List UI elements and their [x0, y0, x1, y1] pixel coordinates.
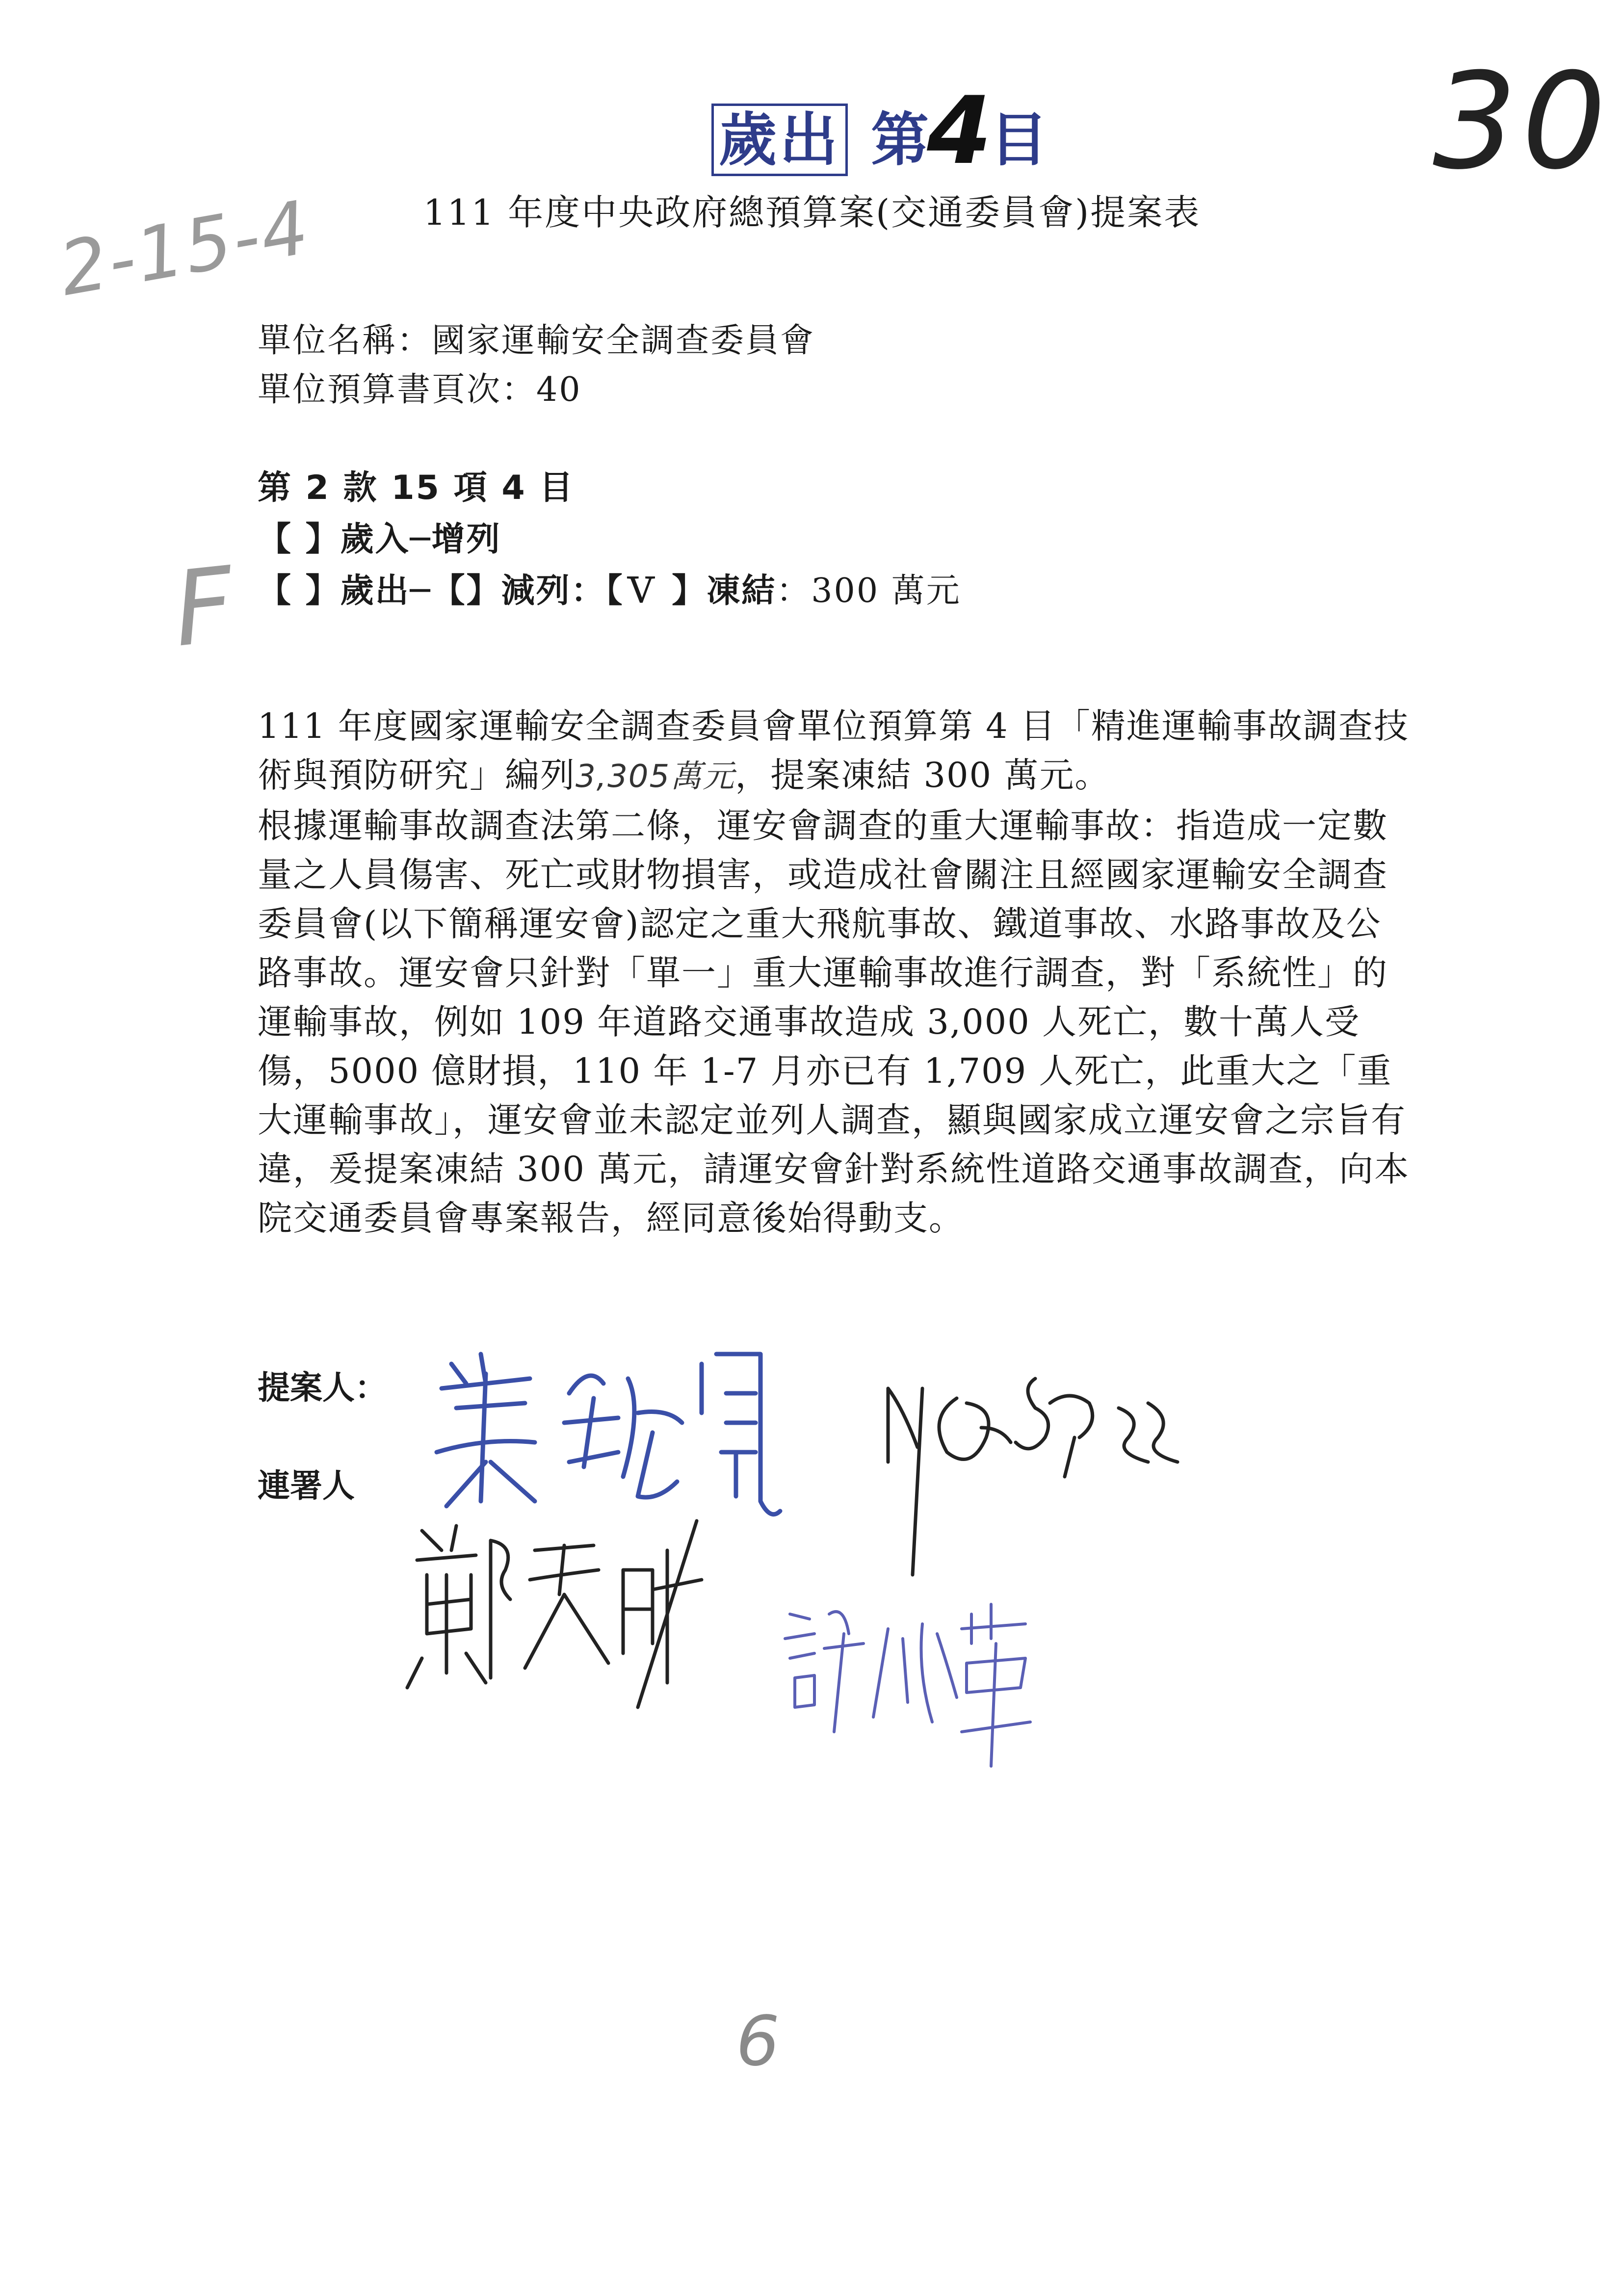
signature-2-drawing: [873, 1359, 1217, 1580]
expense-line-prefix: 【 】歲出─【】減列：【Ｖ 】凍結: [258, 572, 777, 610]
body-p1-part-a: 111 年度國家運輸安全調查委員會單位預算第 4 目「精進運輸事故調查技術與預防研究」編列: [258, 706, 1409, 795]
page-handwritten-mark: 6: [736, 2002, 780, 2082]
budget-stamp: [711, 74, 1051, 185]
signature-3: [402, 1511, 707, 1719]
unit-name: 單位名稱：國家運輸安全調查委員會: [258, 321, 815, 360]
expense-amount: ：300 萬元: [776, 572, 961, 610]
body-paragraph-1: [258, 702, 1415, 801]
expense-line: [258, 564, 961, 612]
proposal-body: [258, 702, 1415, 1243]
document-title: 111 年度中央政府總預算案(交通委員會)提案表: [423, 192, 1201, 233]
margin-handwritten-f: F: [168, 544, 240, 670]
unit-budget-page: 單位預算書頁次：40: [258, 370, 582, 409]
stamp-box-text: 歲出: [711, 104, 848, 176]
signature-3-drawing: [402, 1511, 707, 1717]
stamp-handwritten-number: 4: [927, 77, 995, 185]
handwritten-amount: 3,305萬元: [576, 758, 735, 795]
signature-1-drawing: [422, 1334, 814, 1540]
cosigner-label: 連署人: [258, 1467, 355, 1505]
margin-handwritten-note: 2-15-4: [53, 184, 317, 313]
body-paragraph-2: 根據運輸事故調查法第二條，運安會調查的重大運輸事故：指造成一定數量之人員傷害、死亡或財物損害，或造成社會關注且經國家運輸安全調查委員會(以下簡稱運安會)認定之重大飛航事故、鐵道事故、水路事故及公路事故。運安會只針對「單一」重大運輸事故進行調查，對「系統性」的運輸事故，例如 109 年道路交通事故造成 3,000 人死亡，數十萬人受傷，5000 億財損，110 年 1-7 月亦已有 1,709 人死亡，此重大之「重大運輸事故」，運安會並未認定並列人調查，顯與國家成立運安會之宗旨有違，爰提案凍結 300 萬元，請運安會針對系統性道路交通事故調查，向本院交通委員會專案報告，經同意後始得動支。: [258, 806, 1410, 1238]
revenue-line: 【 】歲入─增列: [258, 520, 501, 559]
signature-4-drawing: [775, 1585, 1060, 1771]
proposer-label: 提案人：: [258, 1369, 387, 1407]
body-p1-part-b: ，提案凍結 300 萬元。: [735, 755, 1110, 795]
signature-4: [775, 1585, 1060, 1773]
corner-handwritten-number: 30: [1433, 44, 1611, 199]
signature-2: [873, 1359, 1217, 1582]
stamp-suffix: 目: [990, 106, 1051, 174]
stamp-prefix: 第: [871, 106, 932, 174]
section-code: 第 2 款 15 項 4 目: [258, 469, 575, 507]
